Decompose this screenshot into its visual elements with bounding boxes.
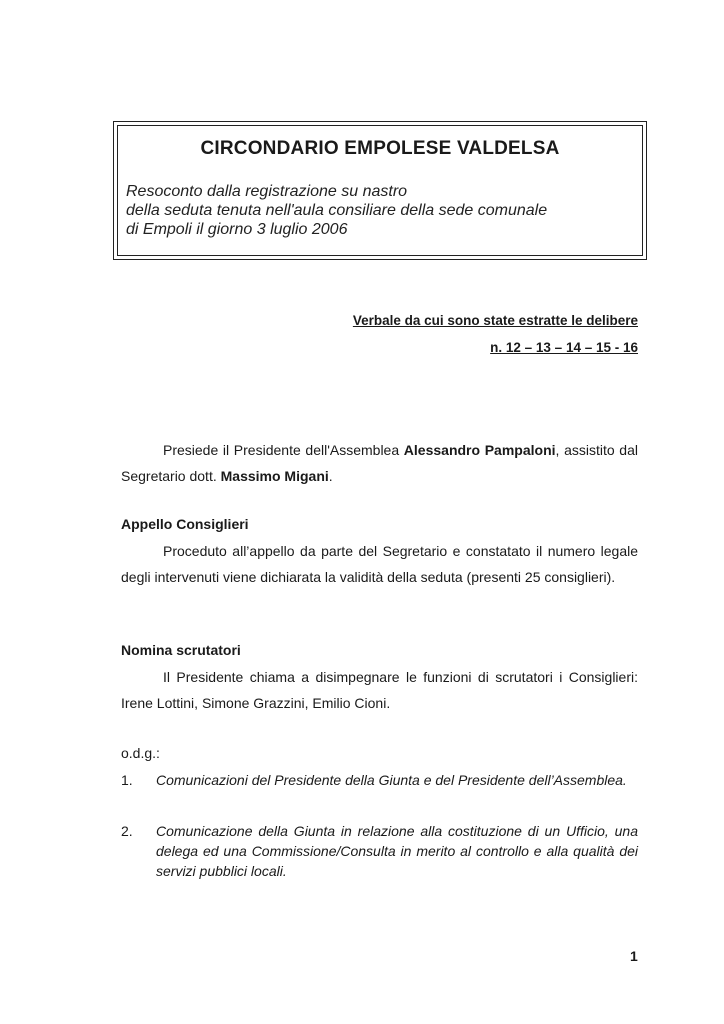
document-subtitle <box>126 182 547 239</box>
odg-item-number: 1. <box>121 772 133 788</box>
secretary-name: Massimo Migani <box>220 468 329 484</box>
odg-item-number: 2. <box>121 823 133 839</box>
page-number: 1 <box>630 948 638 964</box>
intro-text: . <box>328 468 333 484</box>
verbale-line: Verbale da cui sono state estratte le delibere <box>352 313 638 328</box>
delibere-numbers: n. 12 – 13 – 14 – 15 - 16 <box>490 340 638 355</box>
odg-item <box>121 821 638 881</box>
odg-item-text: Comunicazione della Giunta in relazione alla costituzione di un Ufficio, una delega ed una Commissione/Consulta in merito al controllo e alla qualità dei servizi pubblici locali. <box>156 823 638 879</box>
scrutatori-paragraph: Il Presidente chiama a disimpegnare le funzioni di scrutatori i Consiglieri: Irene Lottini, Simone Grazzini, Emilio Cioni. <box>121 669 638 711</box>
intro-text: Presiede il Presidente dell'Assemblea <box>163 442 404 458</box>
intro-text: , assistito dal Segretario dott. <box>121 442 638 484</box>
odg-label: o.d.g.: <box>121 745 160 761</box>
subtitle-line: di Empoli il giorno 3 luglio 2006 <box>126 221 348 238</box>
header-box <box>113 121 647 260</box>
appello-paragraph: Proceduto all’appello da parte del Segretario e constatato il numero legale degli intervenuti viene dichiarata la validità della seduta (presenti 25 consiglieri). <box>121 543 638 585</box>
president-name: Alessandro Pampaloni <box>403 442 556 458</box>
intro-paragraph <box>121 437 638 489</box>
header-box-inner-border <box>117 125 643 256</box>
odg-item-text: Comunicazioni del Presidente della Giunta e del Presidente dell’Assemblea. <box>156 772 627 788</box>
section-heading-appello: Appello Consiglieri <box>121 516 249 532</box>
subtitle-line: Resoconto dalla registrazione su nastro <box>126 183 408 200</box>
section-heading-scrutatori: Nomina scrutatori <box>121 642 241 658</box>
subtitle-line: della seduta tenuta nell'aula consiliare della sede comunale <box>126 202 548 219</box>
odg-item <box>121 770 638 790</box>
document-title: CIRCONDARIO EMPOLESE VALDELSA <box>200 138 560 159</box>
